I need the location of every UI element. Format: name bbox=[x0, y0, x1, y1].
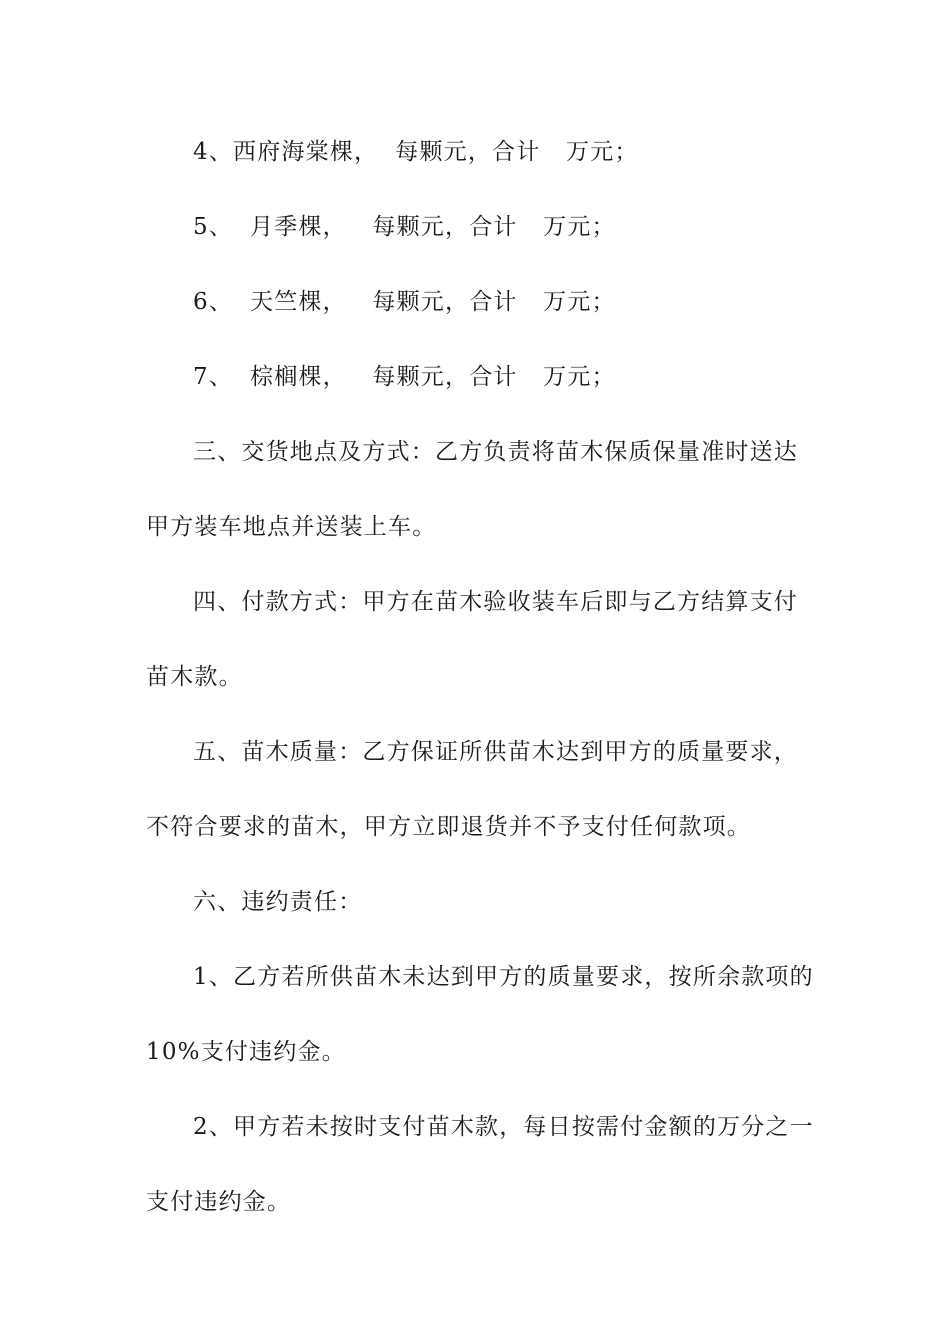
section-3-delivery-line-1: 三、交货地点及方式：乙方负责将苗木保质保量准时送达 bbox=[193, 439, 798, 465]
section-5-quality-line-2: 不符合要求的苗木，甲方立即退货并不予支付任何款项。 bbox=[146, 814, 751, 840]
clause-2-line-2: 支付违约金。 bbox=[146, 1189, 292, 1215]
clause-1-line-2: 10%支付违约金。 bbox=[146, 1039, 346, 1065]
item-7-zonglv: 7、 棕榈棵， 每颗元，合计 万元； bbox=[193, 364, 616, 390]
item-6-tianzhu: 6、 天竺棵， 每颗元，合计 万元； bbox=[193, 289, 616, 315]
item-4-xifu-haitang: 4、西府海棠棵， 每颗元，合计 万元； bbox=[193, 139, 639, 165]
clause-2-line-1: 2、甲方若未按时支付苗木款，每日按需付金额的万分之一 bbox=[193, 1114, 814, 1140]
item-5-yueji: 5、 月季棵， 每颗元，合计 万元； bbox=[193, 214, 616, 240]
clause-1-line-1: 1、乙方若所供苗木未达到甲方的质量要求，按所余款项的 bbox=[193, 964, 814, 990]
section-4-payment-line-1: 四、付款方式：甲方在苗木验收装车后即与乙方结算支付 bbox=[193, 589, 798, 615]
section-6-heading: 六、违约责任： bbox=[193, 889, 363, 915]
section-3-delivery-line-2: 甲方装车地点并送装上车。 bbox=[146, 514, 437, 540]
section-5-quality-line-1: 五、苗木质量：乙方保证所供苗木达到甲方的质量要求， bbox=[193, 739, 798, 765]
section-4-payment-line-2: 苗木款。 bbox=[146, 664, 243, 690]
